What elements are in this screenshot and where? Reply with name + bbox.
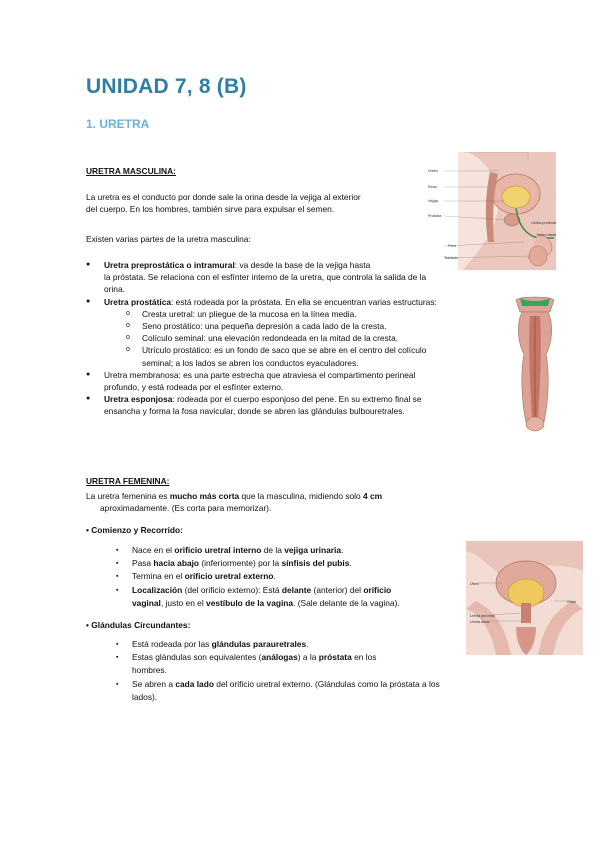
- square-bullet-icon: ▪: [116, 680, 119, 688]
- term: 4 cm: [363, 491, 383, 501]
- text: Nace en el: [132, 545, 175, 555]
- label-pene: Pene: [448, 244, 457, 248]
- term: glándulas parauretrales: [211, 639, 307, 649]
- term: Localización: [132, 584, 183, 595]
- text: . (Sale delante de la vagina).: [293, 597, 400, 608]
- text: (del orificio externo): Está: [182, 584, 282, 595]
- text: Está rodeada por las: [132, 639, 212, 649]
- text: : está rodeada por la próstata. En ella se encuentran varias estructuras:: [171, 296, 437, 307]
- list-item: [126, 344, 506, 368]
- circle-bullet-icon: o: [126, 309, 130, 317]
- bullet-icon: ●: [86, 297, 91, 305]
- male-parts-intro: Existen varias partes de la uretra masculina:: [86, 234, 251, 244]
- text: Termina en el: [132, 571, 185, 582]
- circle-bullet-icon: o: [126, 322, 130, 330]
- list-item: [126, 308, 506, 320]
- term: orificio: [363, 584, 392, 595]
- text: Se abren a: [132, 678, 176, 689]
- bullet-icon: ●: [86, 370, 91, 378]
- square-bullet-icon: ▪: [116, 641, 119, 648]
- term: sínfisis del pubis: [281, 558, 350, 569]
- list-item: [116, 557, 456, 570]
- list-item: [126, 332, 506, 344]
- label-utero: Útero: [470, 582, 479, 586]
- text: lados).: [132, 691, 158, 702]
- square-bullet-icon: ▪: [116, 573, 119, 581]
- text: (inferiormente) por la: [199, 558, 282, 569]
- male-intro-line1: La uretra es el conducto por donde sale la orina desde la vejiga al exterior: [86, 192, 361, 202]
- list-item: [86, 296, 506, 369]
- label-uretra-proximal-female: Uretra proximal: [470, 614, 495, 618]
- term: orificio uretral externo: [184, 571, 274, 582]
- male-parts-list: [86, 259, 506, 418]
- term: cada lado: [175, 678, 214, 689]
- text: : va desde la base de la vejiga hasta: [234, 260, 371, 270]
- term: hacia abajo: [153, 558, 200, 569]
- text: ensancha y forma la fosa navicular, donde se abren las glándulas bulbouretrales.: [104, 406, 405, 417]
- female-pelvis-illustration: [466, 541, 583, 655]
- female-intro-line1: [86, 490, 382, 502]
- list-item: [116, 651, 516, 677]
- text: : rodeada por el cuerpo esponjoso del pene. En su extremo final se: [172, 394, 422, 405]
- label-uretra-distal-female: Uretra distal: [470, 620, 490, 624]
- glandulas-list: [116, 638, 516, 704]
- circle-bullet-icon: o: [126, 334, 130, 342]
- list-item: [86, 393, 506, 417]
- male-pelvis-illustration: [428, 152, 556, 270]
- text: profundo, y está rodeada por el esfínter externo.: [104, 382, 284, 393]
- circle-bullet-icon: o: [126, 346, 130, 354]
- square-bullet-icon: ▪: [116, 654, 119, 662]
- bullet-icon: ●: [86, 261, 91, 268]
- text: del orificio uretral externo. (Glándulas como la próstata a los: [213, 678, 440, 689]
- label-testiculo: Testículo: [444, 256, 459, 260]
- text: Uretra membranosa: es una parte estrecha que atraviesa el compartimento perineal: [104, 369, 416, 380]
- term: Uretra preprostática o intramural: [104, 260, 235, 270]
- text: .: [306, 639, 309, 649]
- text: Colículo seminal: una elevación redondeada en la mitad de la cresta.: [142, 333, 399, 344]
- male-urethra-heading: URETRA MASCULINA:: [86, 166, 176, 176]
- female-intro-line2: aproximadamente. (Es corta para memorizar).: [100, 503, 272, 513]
- term: próstata: [318, 652, 352, 663]
- term: delante: [281, 584, 312, 595]
- term: Uretra esponjosa: [104, 394, 173, 405]
- text: Cresta uretral: un pliegue de la mucosa en la línea media.: [142, 308, 357, 319]
- recorrido-list: [116, 544, 456, 610]
- text: .: [349, 558, 352, 569]
- square-bullet-icon: ▪: [116, 560, 119, 568]
- term: vestíbulo de la vagina: [206, 597, 294, 608]
- text: en los: [351, 652, 377, 663]
- female-intro: [86, 490, 382, 514]
- male-intro-line2: del cuerpo. En los hombres, también sirve para expulsar el semen.: [86, 204, 335, 214]
- page-title: UNIDAD 7, 8 (B): [86, 75, 247, 98]
- label-recto: Recto: [428, 185, 438, 189]
- text: que la masculina, midiendo solo: [239, 491, 364, 501]
- text: orina.: [104, 284, 125, 295]
- term: mucho más corta: [169, 491, 240, 501]
- term: Uretra prostática: [104, 296, 172, 307]
- term: vejiga urinaria: [284, 545, 342, 555]
- term: vaginal: [132, 597, 161, 608]
- label-uretra-proximal-male: Uretra proximal: [531, 221, 556, 225]
- term: análogas: [261, 652, 298, 663]
- square-bullet-icon: ▪: [116, 586, 119, 594]
- label-prostata: Próstata: [428, 214, 442, 218]
- label-vejiga: Vejiga: [428, 199, 438, 203]
- female-urethra-heading: URETRA FEMENINA:: [86, 476, 170, 486]
- male-intro: [86, 191, 426, 215]
- term: orificio uretral interno: [174, 545, 262, 555]
- section-heading: 1. URETRA: [86, 117, 150, 131]
- text: .: [273, 571, 276, 582]
- text: Utrículo prostático: es un fondo de saco que se abre en el centro del colículo: [142, 345, 427, 356]
- list-item: [116, 584, 456, 610]
- list-item: [116, 678, 516, 704]
- text: hombres.: [132, 665, 167, 676]
- text: ) a la: [297, 652, 319, 663]
- text: seminal; a los lados se abren los conductos eyaculadores.: [142, 357, 359, 368]
- text: .: [341, 545, 344, 555]
- bullet-icon: ●: [86, 395, 91, 403]
- text: Seno prostático: una pequeña depresión a cada lado de la cresta.: [142, 321, 387, 332]
- text: la próstata. Se relaciona con el esfínter interno de la uretra, que controla la salida de la: [104, 272, 427, 283]
- label-uretra-distal-male: Uretra distal: [536, 233, 556, 237]
- label-ureter: Uréter: [428, 169, 438, 173]
- text: de la: [261, 545, 285, 555]
- glandulas-heading: • Glándulas Circundantes:: [86, 620, 191, 630]
- male-urethra-illustration: [510, 294, 560, 434]
- list-item: [126, 320, 506, 332]
- text: , justo en el: [160, 597, 207, 608]
- text: Estas glándulas son equivalentes (: [132, 652, 262, 663]
- recorrido-heading: • Comienzo y Recorrido:: [86, 525, 183, 535]
- sub-list: [104, 308, 506, 369]
- text: La uretra femenina es: [86, 491, 170, 501]
- list-item: [86, 369, 506, 393]
- text: (anterior) del: [311, 584, 364, 595]
- list-item: [116, 638, 516, 651]
- square-bullet-icon: ▪: [116, 547, 119, 554]
- text: Pasa: [132, 558, 154, 569]
- list-item: [116, 570, 456, 583]
- label-orina: Orina: [567, 600, 576, 604]
- list-item: [116, 544, 456, 557]
